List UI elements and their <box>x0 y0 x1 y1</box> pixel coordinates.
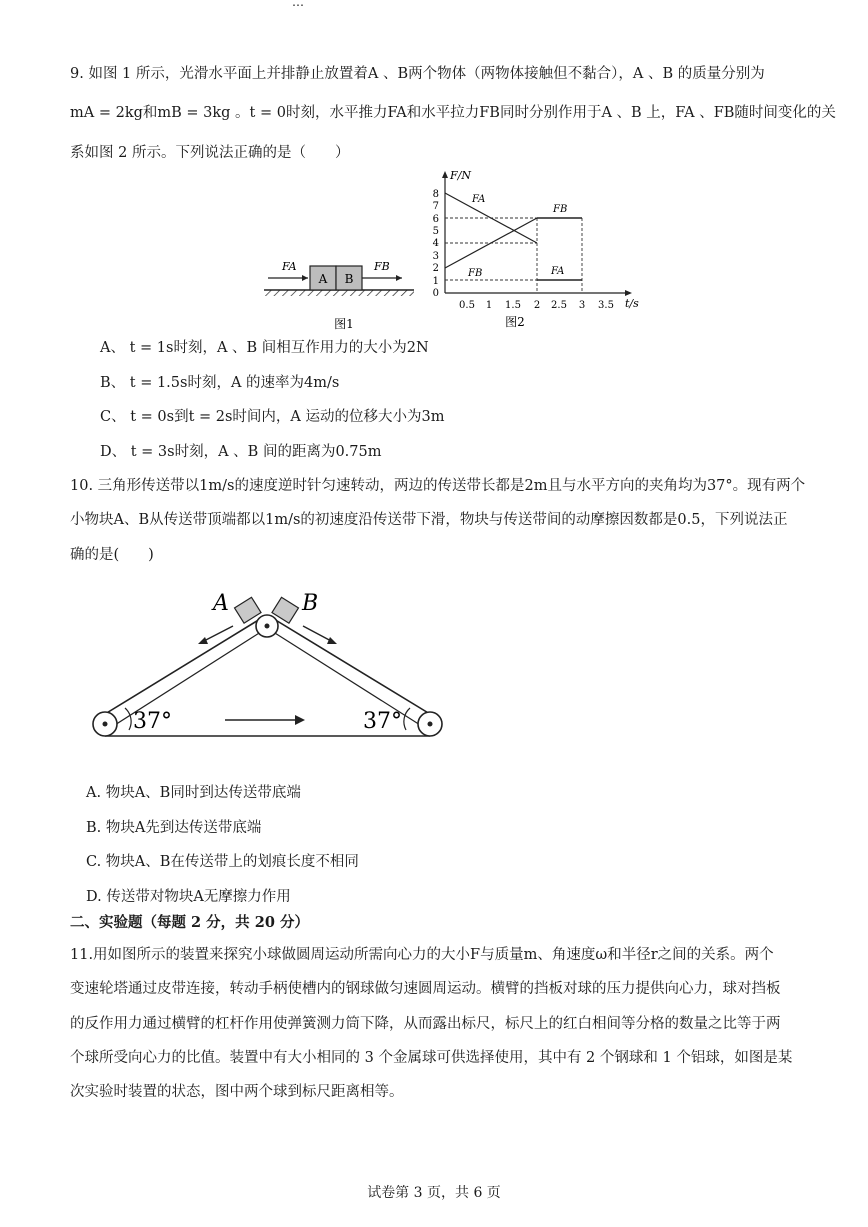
q11-line-5: 次实验时装置的状态，图中两个球到标尺距离相等。 <box>70 1084 404 1100</box>
figure-2-caption: 图2 <box>505 315 525 329</box>
fa-label-right: FA <box>551 266 565 277</box>
fb-label-right: FB <box>553 204 568 215</box>
ground-hatch <box>264 290 414 296</box>
page-footer: 试卷第 3 页，共 6 页 <box>367 1185 501 1201</box>
y-tick-2: 2 <box>432 263 439 274</box>
q10-line-2: 小物块A、B从传送带顶端都以1m/s的初速度沿传送带下滑，物块与传送带间的动摩擦因数都是0.5，下列说法正 <box>70 512 788 528</box>
q10-line-1: 10. 三角形传送带以1m/s的速度逆时针匀速转动，两边的传送带长都是2m且与水平方向的夹角均为37°。现有两个 <box>70 478 806 494</box>
q9-option-c: C、 t = 0s到t = 2s时间内，A 运动的位移大小为3m <box>100 409 445 425</box>
q11-line-1: 11.用如图所示的装置来探究小球做圆周运动所需向心力的大小F与质量m、角速度ω和半径r之间的关系。两个 <box>70 947 774 963</box>
fa-label-top: FA <box>472 194 486 205</box>
q11-line-3: 的反作用力通过横臂的杠杆作用使弹簧测力筒下降，从而露出标尺，标尺上的红白相间等分格的数量之比等于两 <box>70 1016 781 1032</box>
q10-option-a: A. 物块A、B同时到达传送带底端 <box>86 785 301 801</box>
belt-right-outer <box>269 616 430 714</box>
y-tick-4: 4 <box>432 238 439 249</box>
q9-option-b: B、 t = 1.5s时刻，A 的速率为4m/s <box>100 375 340 391</box>
top-fragment: … <box>292 0 304 9</box>
q9-line-1: 9. 如图 1 所示，光滑水平面上并排静止放置着A 、B两个物体（两物体接触但不黏合），A 、B 的质量分别为 <box>70 66 765 82</box>
label-b: B <box>302 591 319 616</box>
force-b-label: FB <box>374 260 390 273</box>
fb-line-0-2 <box>445 218 537 268</box>
block-b-label: B <box>344 272 354 286</box>
q11-line-2: 变速轮塔通过皮带连接，转动手柄使槽内的钢球做匀速圆周运动。横臂的挡板对球的压力提供向心力，球对挡板 <box>70 981 781 997</box>
y-tick-3: 3 <box>432 251 439 262</box>
x-tick-2: 2 <box>533 300 541 311</box>
x-tick-3-5: 3.5 <box>598 300 614 311</box>
fb-label-bottom: FB <box>468 268 483 279</box>
y-axis-label: F/N <box>450 169 471 182</box>
figure-1-caption: 图1 <box>334 317 354 331</box>
y-tick-1: 1 <box>432 276 439 287</box>
arrow-a <box>202 626 233 642</box>
belt-left-inner <box>107 628 267 730</box>
y-tick-7: 7 <box>432 201 439 212</box>
y-tick-0: 0 <box>432 288 439 299</box>
angle-left: 37° <box>133 709 172 734</box>
x-tick-0-5: 0.5 <box>459 300 475 311</box>
q10-option-d: D. 传送带对物块A无摩擦力作用 <box>86 889 291 905</box>
force-a-label: FA <box>282 260 297 273</box>
q9-line-2: mA = 2kg和mB = 3kg 。t = 0时刻，水平推力FA和水平拉力FB同时分别作用于A 、B 上，FA 、FB随时间变化的关 <box>70 105 836 121</box>
q9-option-a: A、 t = 1s时刻，A 、B 间相互作用力的大小为2N <box>100 340 429 356</box>
label-a: A <box>213 591 229 616</box>
y-tick-5: 5 <box>432 226 439 237</box>
x-tick-1: 1 <box>485 300 493 311</box>
y-tick-8: 8 <box>432 189 439 200</box>
figure-1 <box>262 248 422 338</box>
belt-right-inner <box>267 628 428 730</box>
q10-option-c: C. 物块A、B在传送带上的划痕长度不相同 <box>86 854 359 870</box>
x-tick-2-5: 2.5 <box>551 300 567 311</box>
q9-line-3: 系如图 2 所示。下列说法正确的是（ ） <box>70 145 350 161</box>
q11-line-4: 个球所受向心力的比值。装置中有大小相同的 3 个金属球可供选择使用，其中有 2 个钢球和 1 个铝球，如图是某 <box>70 1050 793 1066</box>
block-a <box>235 597 261 623</box>
x-tick-1-5: 1.5 <box>505 300 521 311</box>
fa-line-0-2 <box>445 193 537 243</box>
x-tick-3: 3 <box>578 300 586 311</box>
conveyor-figure <box>85 582 455 747</box>
y-tick-6: 6 <box>432 214 439 225</box>
block-a-label: A <box>318 272 328 286</box>
angle-right: 37° <box>363 709 402 734</box>
q9-option-d: D、 t = 3s时刻，A 、B 间的距离为0.75m <box>100 444 382 460</box>
belt-left-outer <box>105 616 265 714</box>
figure-2-graph <box>420 166 640 336</box>
q10-line-3: 确的是( ) <box>70 547 154 563</box>
x-axis-label: t/s <box>625 297 639 310</box>
q10-option-b: B. 物块A先到达传送带底端 <box>86 820 262 836</box>
section-heading: 二、实验题（每题 2 分，共 20 分） <box>70 914 309 931</box>
